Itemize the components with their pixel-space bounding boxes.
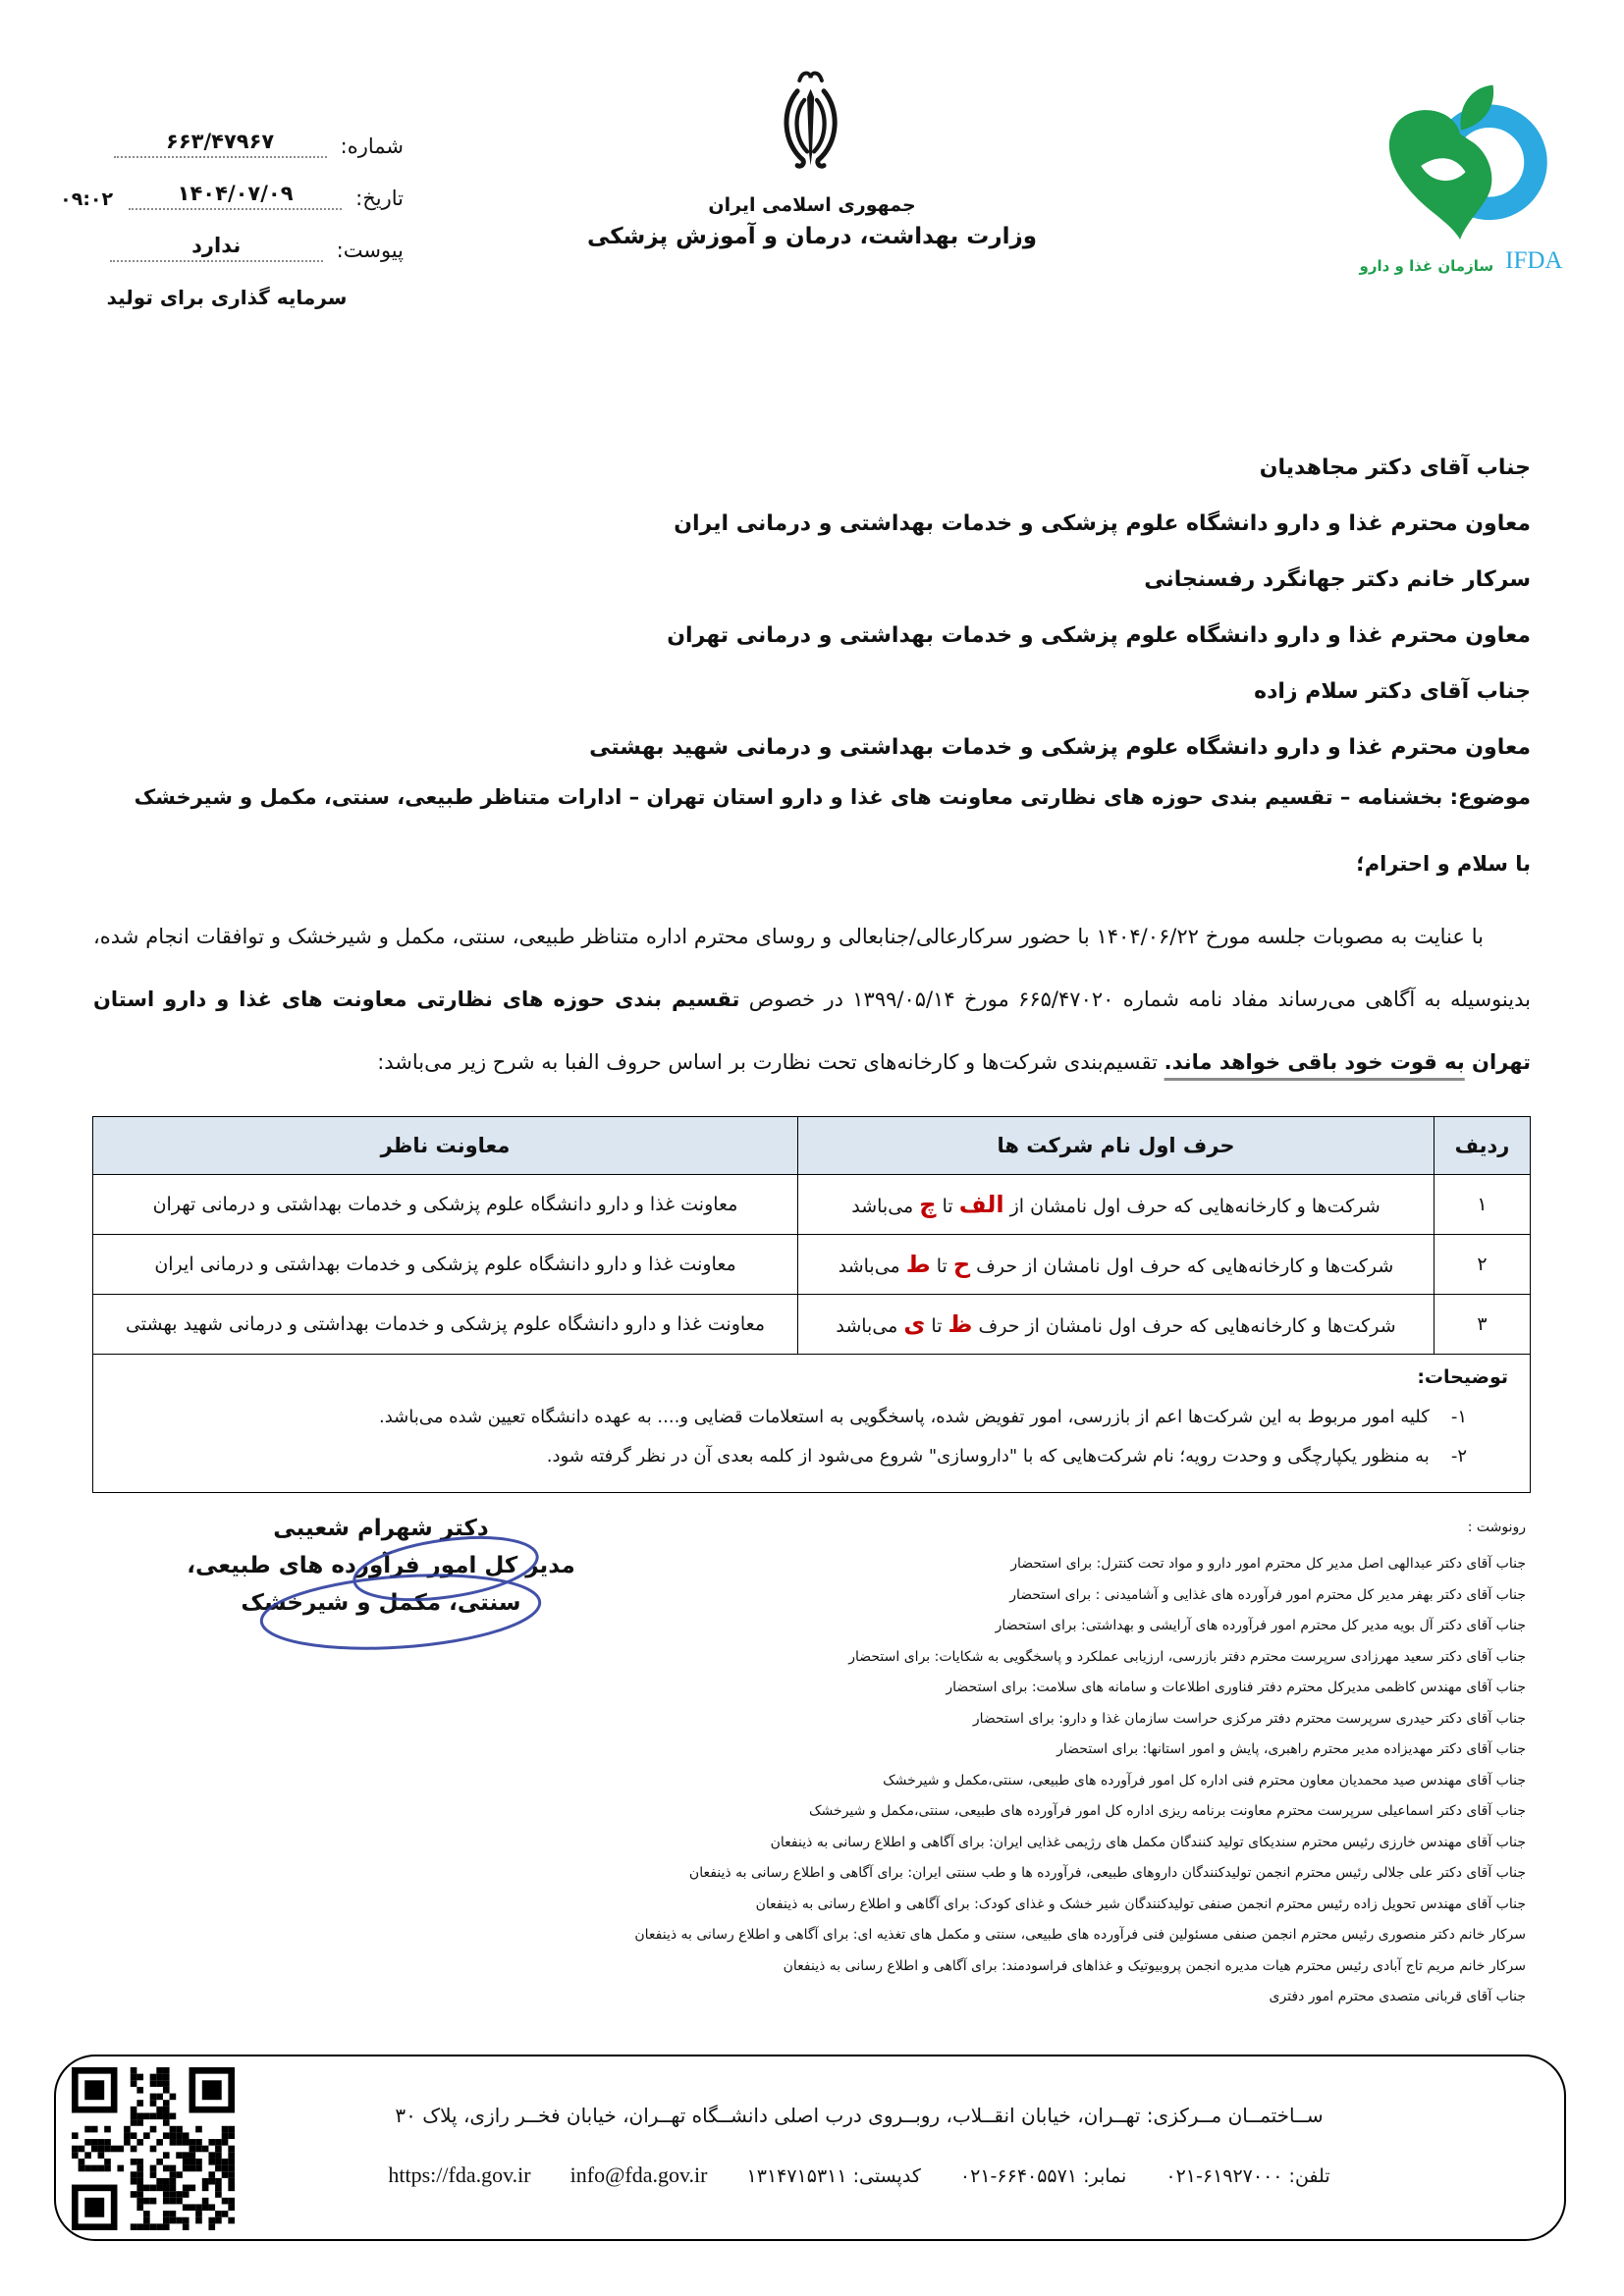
number-value: ۶۶۳/۴۷۹۶۷ [114,130,327,158]
header-fields [26,130,404,309]
phone-label: تلفن: [1288,2165,1330,2187]
ifda-logo [1343,80,1579,275]
letter-from: ح [952,1251,971,1278]
time-value: ۰۹:۰۲ [60,188,114,210]
signature-title-2: سنتی، مکمل و شیرخشک [241,1590,521,1616]
notes-row [93,1355,1531,1493]
note-item: ۲- به منظور یکپارچگی و وحدت رویه؛ نام شرکت‌هایی که با "داروسازی" شروع می‌شود از کلمه بعدی آن در نظر گرفته شود. [546,1446,1467,1467]
table-header-row [93,1117,1531,1175]
letter-from: ظ [947,1310,973,1338]
footer-address: ســاختمــان مــرکزی: تهــران، خیابان انقــلاب، روبــروی درب اصلی دانشــگاه تهــران، خیابان فخــر رازی، پلاک ۳۰ [395,2104,1324,2127]
letters-cell: شرکت‌ها و کارخانه‌هایی که حرف اول نامشان از حرف ح تا ط می‌باشد [798,1235,1435,1295]
note-item: ۱- کلیه امور مربوط به این شرکت‌ها اعم از بازرسی، امور تفویض شده، پاسخگویی به استعلامات قضایی و.... به عهده دانشگاه تعیین شده می‌باشد. [378,1407,1467,1427]
footer-email[interactable]: info@fda.gov.ir [569,2163,708,2187]
national-emblem-icon [774,69,850,188]
cc-item: جناب آقای دکتر سعید مهرزادی سرپرست محترم دفتر بازرسی، ارزیابی عملکرد و پاسخگویی به شکایات: برای استحضار [848,1648,1526,1665]
supervision-table [92,1116,1531,1493]
recipient-line: سرکار خانم دکتر جهانگرد رفسنجانی [1144,567,1531,592]
cc-item: جناب آقای دکتر حیدری سرپرست محترم دفتر مرکزی حراست سازمان غذا و دارو: برای استحضار [972,1710,1526,1727]
body-text-2: تقسیم‌بندی شرکت‌ها و کارخانه‌های تحت نظارت بر اساس حروف الفبا به شرح زیر می‌باشد: [377,1050,1164,1074]
phone-group [1165,2165,1329,2187]
number-field [26,130,404,158]
subject-line: موضوع: بخشنامه – تقسیم بندی حوزه های نظارتی معاونت های غذا و دارو استان تهران – ادارات متناظر طبیعی، سنتی، مکمل و شیرخشک [134,785,1531,809]
ifda-logo-icon [1368,80,1554,249]
phone-value: ۶۱۹۲۷۰۰۰-۰۲۱ [1165,2165,1283,2187]
deputy-cell: معاونت غذا و دارو دانشگاه علوم پزشکی و خدمات بهداشتی و درمانی شهید بهشتی [93,1295,798,1355]
signature-title-1: مدیر کل امور فرآورده های طبیعی، [187,1553,575,1578]
recipient-line: معاون محترم غذا و دارو دانشگاه علوم پزشکی و خدمات بهداشتی و درمانی شهید بهشتی [589,735,1531,760]
recipient-line: معاون محترم غذا و دارو دانشگاه علوم پزشکی و خدمات بهداشتی و درمانی ایران [674,511,1531,536]
body-text-bold: تقسیم بندی حوزه های نظارتی معاونت های غذا و دارو استان تهران [93,988,1531,1074]
deputy-cell: معاونت غذا و دارو دانشگاه علوم پزشکی و خدمات بهداشتی و درمانی ایران [93,1235,798,1295]
footer-website[interactable]: https://fda.gov.ir [388,2163,531,2187]
letter-to: ی [903,1310,926,1338]
date-label: تاریخ: [355,187,404,210]
footer-box [54,2055,1566,2241]
body-paragraph [93,905,1531,1094]
fax-value: ۶۶۴۰۵۵۷۱-۰۲۱ [959,2165,1078,2187]
recipient-line: معاون محترم غذا و دارو دانشگاه علوم پزشکی و خدمات بهداشتی و درمانی تهران [667,623,1531,648]
cc-item: جناب آقای دکتر مهدیزاده مدیر محترم راهبری، پایش و امور استانها: برای استحضار [1056,1741,1526,1757]
row-number: ۳ [1435,1295,1531,1355]
production-slogan: سرمایه گذاری برای تولید [106,286,348,309]
cc-item: جناب آقای مهندس خارزی رئیس محترم سندیکای تولید کنندگان مکمل های رژیمی غذایی ایران: برای آگاهی و اطلاع رسانی به ذینفعان [770,1834,1526,1850]
attachment-value: ندارد [110,234,323,262]
date-value: ۱۴۰۴/۰۷/۰۹ [129,182,342,210]
header-cell-row: ردیف [1435,1117,1531,1175]
recipient-line: جناب آقای دکتر مجاهدیان [1259,455,1531,480]
ifda-acronym: IFDA [1505,247,1563,274]
number-label: شماره: [340,134,404,158]
ministry-name: وزارت بهداشت، درمان و آموزش پزشکی [586,224,1038,249]
header-cell-letters: حرف اول نام شرکت ها [798,1117,1435,1175]
ifda-caption [1343,247,1579,275]
notes-cell [93,1355,1531,1493]
recipient-line: جناب آقای دکتر سلام زاده [1254,679,1531,704]
header-cell-deputy: معاونت ناظر [93,1117,798,1175]
signature-name: دکتر شهرام شعیبی [273,1516,489,1541]
deputy-cell: معاونت غذا و دارو دانشگاه علوم پزشکی و خدمات بهداشتی و درمانی تهران [93,1175,798,1235]
country-name: جمهوری اسلامی ایران [708,194,916,216]
table-row [93,1235,1531,1295]
postal-label: کدپستی: [852,2165,921,2187]
table-row [93,1295,1531,1355]
cc-item: جناب آقای دکتر عبدالهی اصل مدیر کل محترم امور دارو و مواد تحت کنترل: برای استحضار [1010,1556,1526,1572]
postal-value: ۱۳۱۴۷۱۵۳۱۱ [746,2165,847,2187]
letters-cell: شرکت‌ها و کارخانه‌هایی که حرف اول نامشان از الف تا چ می‌باشد [798,1175,1435,1235]
row-number: ۲ [1435,1235,1531,1295]
table-row [93,1175,1531,1235]
letter-to: ط [905,1251,931,1278]
ministry-header [576,69,1048,249]
cc-item: سرکار خانم مریم تاج آبادی رئیس محترم هیات مدیره انجمن پروبیوتیک و غذاهای فراسودمند: برای آگاهی و اطلاع رسانی به ذینفعان [783,1957,1526,1974]
postal-group [747,2165,921,2187]
footer-contacts [243,2163,1476,2188]
ifda-org-name: سازمان غذا و دارو [1359,257,1494,275]
fax-label: نمابر: [1083,2165,1127,2187]
body-text-1: با عنایت به مصوبات جلسه مورخ ۱۴۰۴/۰۶/۲۲ با حضور سرکارعالی/جنابعالی و روسای محترم اداره متناظر طبیعی، سنتی، مکمل و شیرخشک و توافقات انجام شده، بدینوسیله به آگاهی می‌رساند مفاد نامه شماره ۶۶۵/۴۷۰۲۰ مورخ ۱۳۹۹/۰۵/۱۴ در خصوص [93,925,1531,1011]
cc-item: جناب آقای مهندس تحویل زاده رئیس محترم انجمن صنفی تولیدکنندگان شیر خشک و غذای کودک: برای آگاهی و اطلاع رسانی به ذینفعان [755,1896,1526,1912]
fax-group [960,2165,1126,2187]
cc-block [54,1520,1526,2013]
cc-item: جناب آقای دکتر اسماعیلی سرپرست محترم معاونت برنامه ریزی اداره کل امور فرآورده های طبیعی، سنتی،مکمل و شیرخشک [809,1803,1526,1819]
cc-item: جناب آقای مهندس کاظمی مدیرکل محترم دفتر فناوری اطلاعات و سامانه های سلامت: برای استحضار [946,1680,1526,1695]
cc-item: جناب آقای دکتر بهفر مدیر کل محترم امور فرآورده های غذایی و آشامیدنی : برای استحضار [1009,1586,1526,1603]
cc-label: رونوشت : [1467,1520,1526,1535]
date-field [26,182,404,210]
greeting: با سلام و احترام؛ [1356,852,1531,876]
recipients-block [93,440,1531,775]
cc-item: جناب آقای دکتر علی جلالی رئیس محترم انجمن تولیدکنندگان داروهای طبیعی، فرآورده ها و طب سنتی ایران: برای آگاهی و اطلاع رسانی به ذینفعان [688,1865,1526,1881]
cc-item: جناب آقای قربانی متصدی محترم امور دفتری [1269,1989,1526,2004]
cc-item: سرکار خانم دکتر منصوری رئیس محترم انجمن صنفی مسئولین فنی فرآورده های طبیعی، سنتی و مکمل های تغذیه ای: برای آگاهی و اطلاع رسانی به ذینفعان [634,1927,1526,1943]
body-text-underlined: به قوت خود باقی خواهد ماند. [1164,1050,1465,1074]
row-number: ۱ [1435,1175,1531,1235]
letter-from: الف [958,1191,1004,1218]
attachment-field [26,234,404,262]
cc-item: جناب آقای مهندس صید محمدیان معاون محترم فنی اداره کل امور فرآورده های طبیعی، سنتی،مکمل و شیرخشک [883,1772,1526,1789]
attachment-label: پیوست: [336,239,404,262]
letters-cell: شرکت‌ها و کارخانه‌هایی که حرف اول نامشان از حرف ظ تا ی می‌باشد [798,1295,1435,1355]
qr-code [72,2067,235,2230]
notes-title: توضیحات: [1417,1366,1508,1388]
letter-to: چ [919,1191,937,1218]
cc-item: جناب آقای دکتر آل بویه مدیر کل محترم امور فرآورده های آرایشی و بهداشتی: برای استحضار [995,1618,1526,1633]
